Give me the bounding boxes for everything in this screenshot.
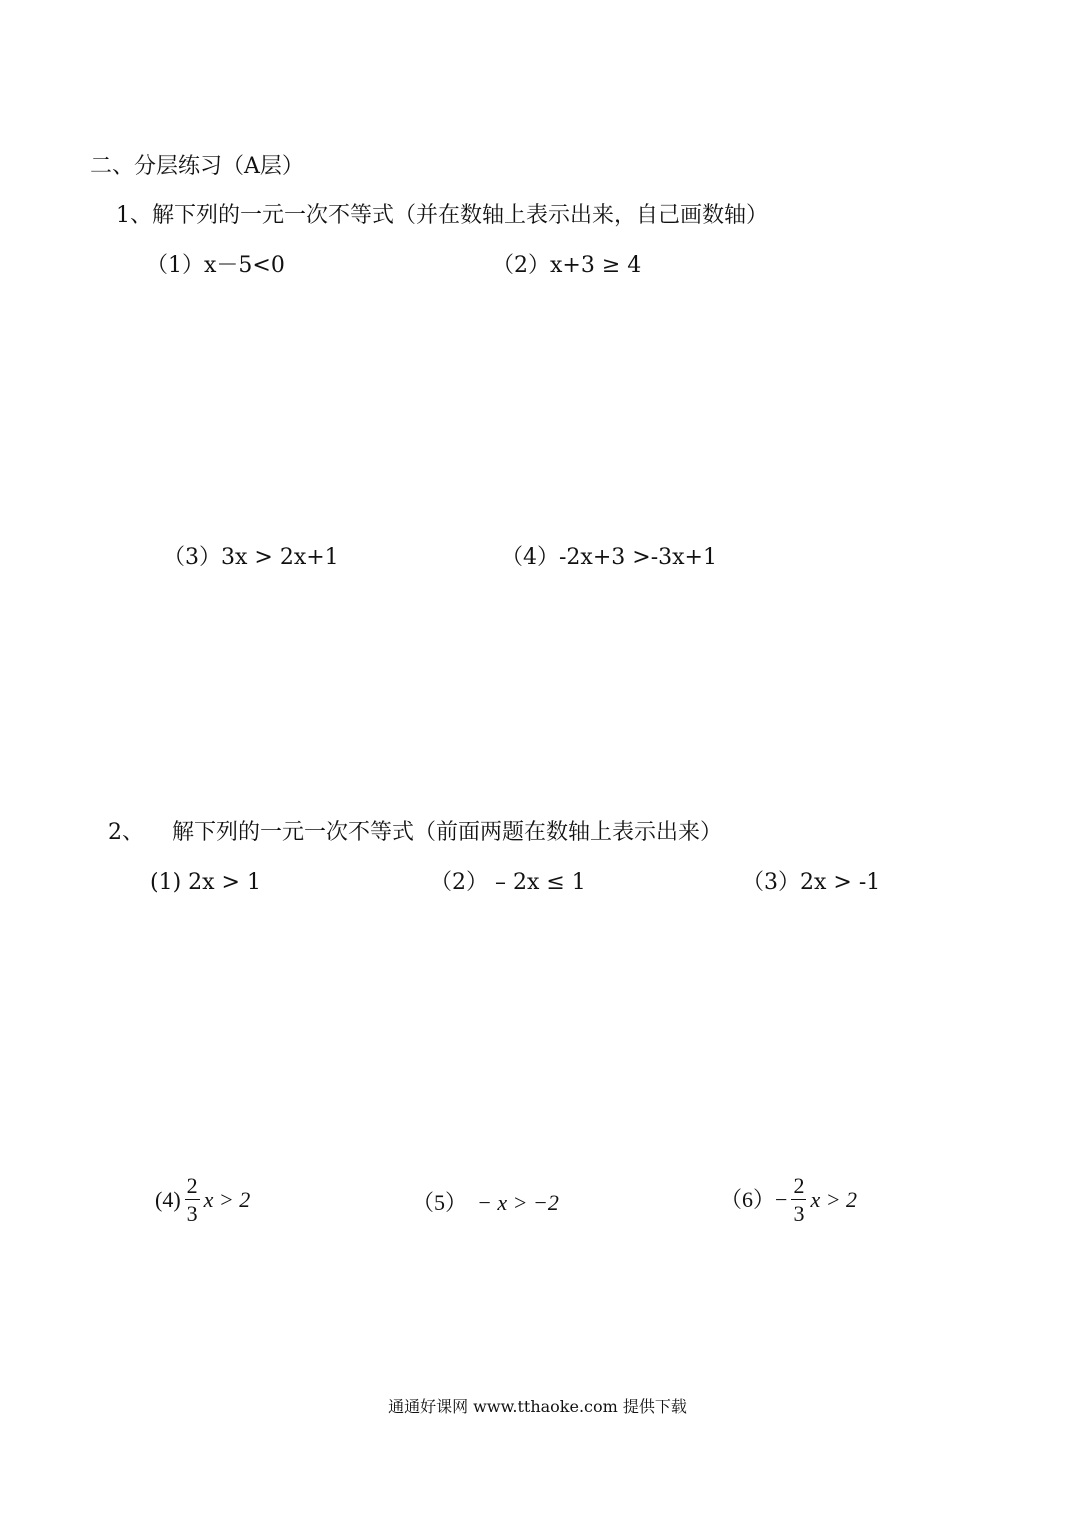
q2-problem-6: [706, 1152, 857, 1225]
q2-problem-6-inequality: x > 2: [810, 1186, 858, 1212]
fraction: [791, 1174, 806, 1225]
q2-problem-5-inequality: − x > −2: [477, 1190, 559, 1215]
fraction-numerator: 2: [791, 1174, 806, 1200]
question-2-title: 2、 解下列的一元一次不等式（前面两题在数轴上表示出来）: [108, 820, 722, 845]
fraction-denominator: 3: [186, 1201, 198, 1227]
q2-problem-5-label: （5）: [412, 1190, 468, 1215]
q2-problem-6-label: （6）: [720, 1186, 776, 1212]
q2-problem-5: [398, 1170, 559, 1215]
page-footer: 通通好课网 www.tthaoke.com 提供下载: [388, 1397, 687, 1416]
q2-problem-2: （2） – 2x ≤ 1: [430, 870, 586, 895]
section-title: 二、分层练习（A层）: [90, 154, 304, 179]
question-1-title: 1、解下列的一元一次不等式（并在数轴上表示出来，自己画数轴）: [116, 203, 768, 228]
fraction-numerator: 2: [185, 1174, 200, 1200]
q1-problem-3: （3）3x > 2x+1: [163, 545, 339, 570]
q1-problem-2: （2）x+3 ≥ 4: [492, 253, 642, 278]
q1-problem-4: （4）-2x+3 >-3x+1: [501, 545, 717, 570]
q2-problem-4: [141, 1152, 250, 1225]
q2-problem-1: (1) 2x > 1: [150, 870, 261, 895]
q2-problem-4-inequality: x > 2: [203, 1186, 251, 1212]
fraction-denominator: 3: [793, 1201, 805, 1227]
q2-problem-3: （3）2x > -1: [742, 870, 881, 895]
minus-sign: −: [775, 1186, 788, 1212]
q1-problem-1: （1）x－5<0: [146, 253, 285, 278]
fraction: [185, 1174, 200, 1225]
q2-problem-4-label: (4): [155, 1186, 181, 1212]
